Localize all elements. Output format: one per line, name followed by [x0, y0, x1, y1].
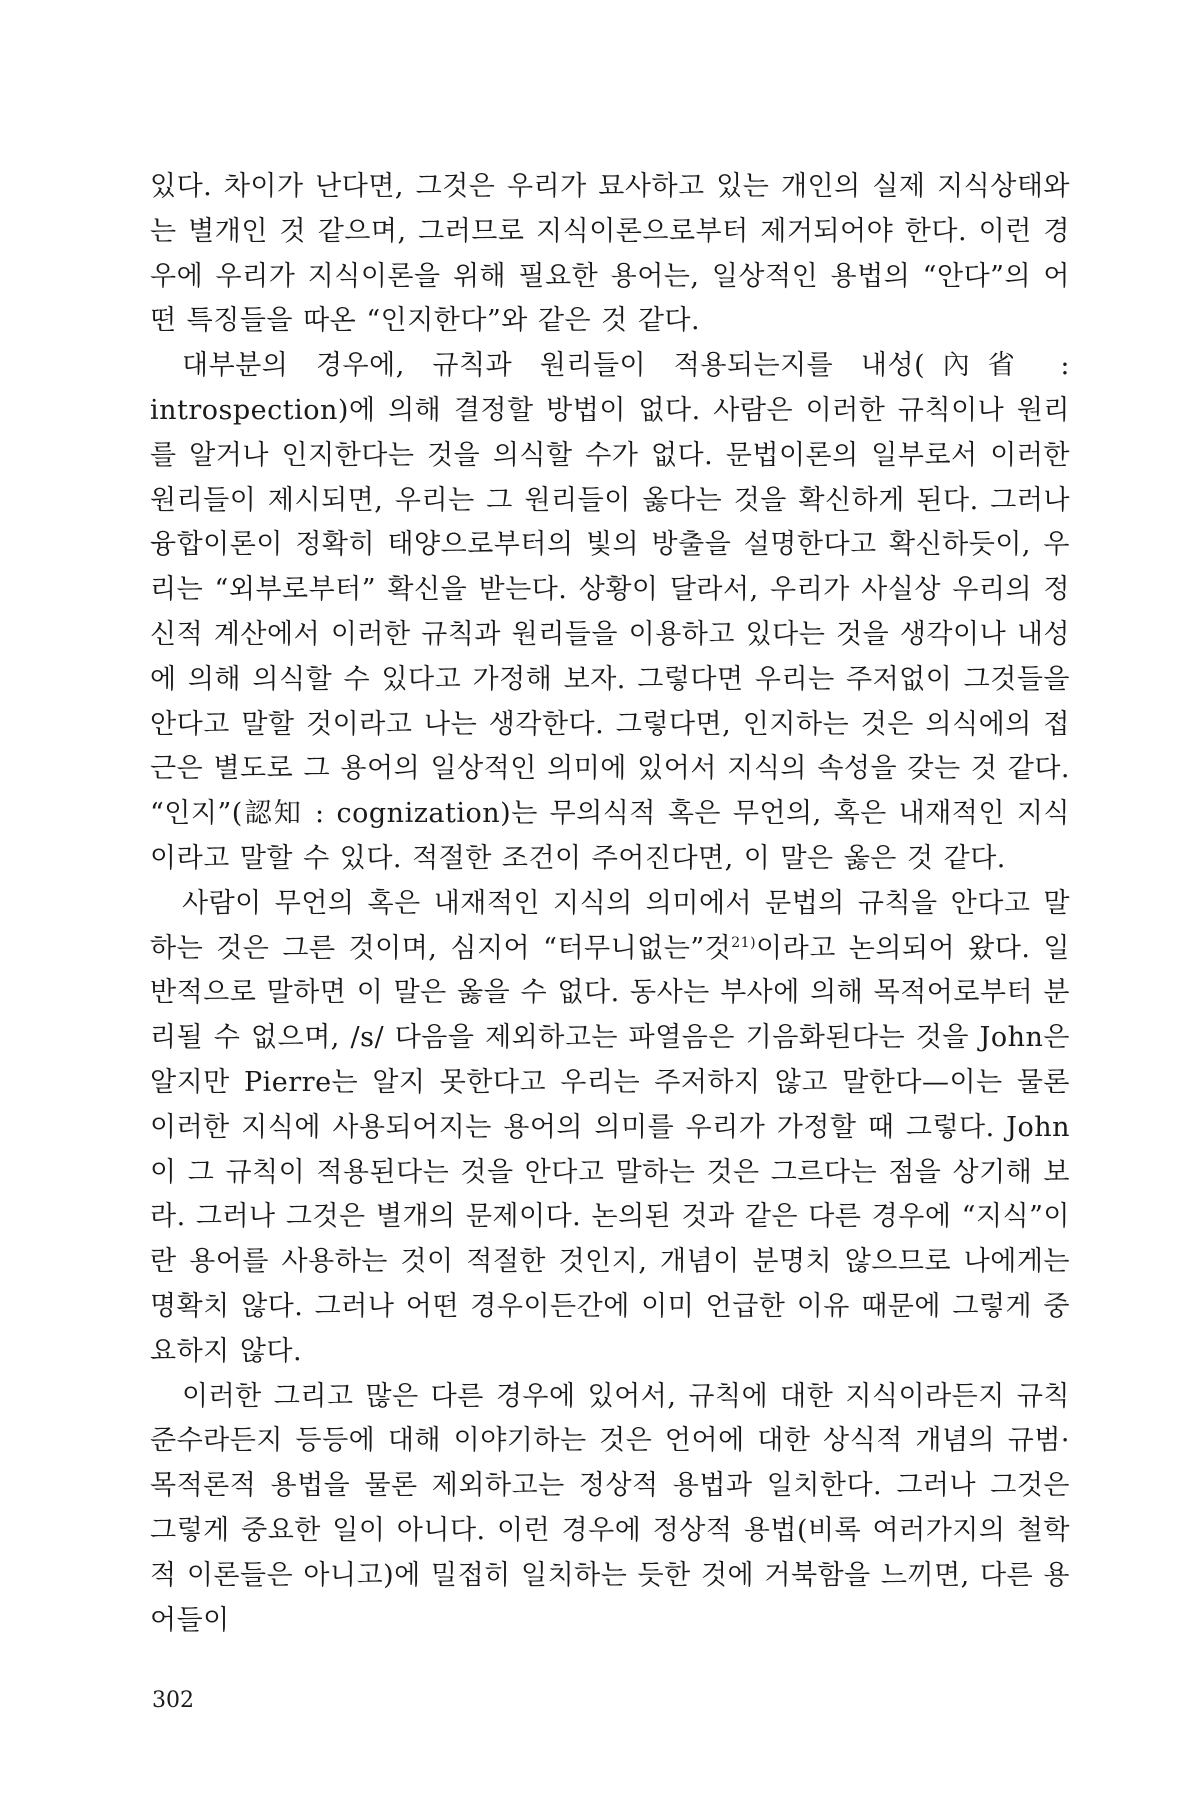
footnote-marker: 21): [731, 934, 757, 951]
paragraph-3-before-note: 사람이 무언의 혹은 내재적인 지식의 의미에서 문법의 규칙을 안다고 말하는 것은 그른 것이며, 심지어 “터무니없는”것: [150, 887, 1070, 964]
paragraph-1: 있다. 차이가 난다면, 그것은 우리가 묘사하고 있는 개인의 실제 지식상태와는 별개인 것 같으며, 그러므로 지식이론으로부터 제거되어야 한다. 이런 경우에 우리가 지식이론을 위해 필요한 용어는, 일상적인 용법의 “안다”의 어떤 특징들을 따온 “인지한다”와 같은 것 같다.: [150, 171, 1070, 337]
body-text: [150, 165, 1070, 1643]
paragraph-3: [150, 882, 1070, 1375]
page-number: 302: [152, 1688, 194, 1713]
paragraph-3-after-note: 이라고 논의되어 왔다. 일반적으로 말하면 이 말은 옳을 수 없다. 동사는 부사에 의해 목적어로부터 분리될 수 없으며, /s/ 다음을 제외하고는 파열음은 기음화된다는 것을 John은 알지만 Pierre는 알지 못한다고 우리는 주저하지 않고 말한다—이는 물론 이러한 지식에 사용되어지는 용어의 의미를 우리가 가정할 때 그렇다. John이 그 규칙이 적용된다는 것을 안다고 말하는 것은 그르다는 점을 상기해 보라. 그러나 그것은 별개의 문제이다. 논의된 것과 같은 다른 경우에 “지식”이란 용어를 사용하는 것이 적절한 것인지, 개념이 분명치 않으므로 나에게는 명확치 않다. 그러나 어떤 경우이든간에 이미 언급한 이유 때문에 그렇게 중요하지 않다.: [150, 932, 1071, 1367]
paragraph-4: 이러한 그리고 많은 다른 경우에 있어서, 규칙에 대한 지식이라든지 규칙 준수라든지 등등에 대해 이야기하는 것은 언어에 대한 상식적 개념의 규범·목적론적 용법을 물론 제외하고는 정상적 용법과 일치한다. 그러나 그것은 그렇게 중요한 일이 아니다. 이런 경우에 정상적 용법(비록 여러가지의 철학적 이론들은 아니고)에 밀접히 일치하는 듯한 것에 거북함을 느끼면, 다른 용어들이: [150, 1380, 1070, 1636]
paragraph-2: 대부분의 경우에, 규칙과 원리들이 적용되는지를 내성(內省 : introspection)에 의해 결정할 방법이 없다. 사람은 이러한 규칙이나 원리를 알거나 인지한다는 것을 의식할 수가 없다. 문법이론의 일부로서 이러한 원리들이 제시되면, 우리는 그 원리들이 옳다는 것을 확신하게 된다. 그러나 융합이론이 정확히 태양으로부터의 빛의 방출을 설명한다고 확신하듯이, 우리는 “외부로부터” 확신을 받는다. 상황이 달라서, 우리가 사실상 우리의 정신적 계산에서 이러한 규칙과 원리들을 이용하고 있다는 것을 생각이나 내성에 의해 의식할 수 있다고 가정해 보자. 그렇다면 우리는 주저없이 그것들을 안다고 말할 것이라고 나는 생각한다. 그렇다면, 인지하는 것은 의식에의 접근은 별도로 그 용어의 일상적인 의미에 있어서 지식의 속성을 갖는 것 같다. “인지”(認知 : cognization)는 무의식적 혹은 무언의, 혹은 내재적인 지식이라고 말할 수 있다. 적절한 조건이 주어진다면, 이 말은 옳은 것 같다.: [150, 350, 1070, 874]
